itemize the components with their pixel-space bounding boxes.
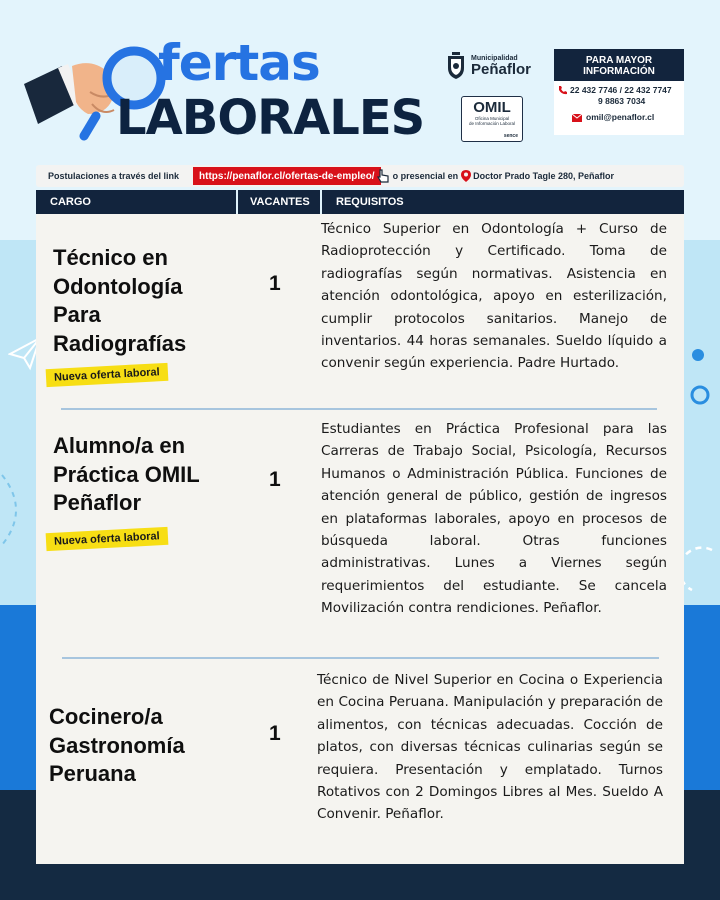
omil-subtitle-1: Oficina Municipal (474, 116, 510, 121)
column-divider (236, 190, 238, 214)
job-title-line: Alumno/a en (53, 433, 186, 458)
job-requirements: Técnico Superior en Odontología + Curso de Radioprotección y Certificado. Toma de radiografías según normativas. Asistencia en atención odontológica, apoyo en esterilización, cumplir protocolos sanitarios. Manejo de inventarios. 44 horas semanales. Sueldo líquido a convenir según experiencia. Padre Hurtado. (321, 221, 667, 372)
job-title-line: Radiografías (53, 330, 187, 356)
job-title-line: Odontología (53, 273, 183, 299)
contact-info-header (554, 49, 684, 81)
new-offer-badge: Nueva oferta laboral (46, 527, 169, 551)
cursor-hand-icon (375, 168, 391, 184)
omil-name: OMIL (473, 99, 511, 116)
municipality-label: Municipalidad (471, 55, 518, 62)
office-address: Doctor Prado Tagle 280, Peñaflor (473, 171, 614, 181)
row-separator (62, 657, 659, 659)
vacancies-count: 1 (269, 272, 281, 295)
job-requirements: Estudiantes en Práctica Profesional para las Carreras de Trabajo Social, Psicología, Recursos Humanos o Administración Pública. Funciones de atención general de público, gestión de ingresos en plataformas laborales, apoyo en procesos de búsqueda laboral. Otras funciones administrativas. Lunes a Viernes según requerimientos del estudiante. Se cancela Movilización contra rendiciones. Peñaflor. (321, 421, 667, 617)
table-row (36, 410, 684, 658)
application-link-bar (36, 165, 684, 187)
phone-icon (558, 85, 567, 95)
title-laborales: LABORALES (116, 90, 425, 146)
table-row (36, 214, 684, 410)
municipality-name: Peñaflor (471, 61, 532, 78)
job-table (36, 214, 684, 864)
contact-title-line2: INFORMACIÓN (583, 66, 655, 77)
phone-numbers-line2: 9 8863 7034 (598, 96, 646, 106)
municipality-logo (446, 52, 531, 80)
column-divider (320, 190, 322, 214)
omil-subtitle-2: de Información Laboral (468, 120, 516, 126)
job-title-line: Técnico en (53, 245, 168, 270)
omil-logo (461, 96, 523, 142)
column-requisitos: REQUISITOS (336, 196, 404, 208)
dashed-circle-icon (682, 540, 720, 600)
contact-info-box (554, 49, 684, 135)
contact-email[interactable]: omil@penaflor.cl (586, 112, 655, 122)
sence-logo: sence (503, 133, 518, 139)
table-row (36, 660, 684, 864)
application-label: Postulaciones a través del link (48, 171, 180, 181)
job-title-line: Peruana (49, 761, 136, 786)
dots-decoration-icon (684, 335, 718, 415)
title-ofertas: fertas (158, 34, 320, 92)
job-title-line: Gastronomía (49, 732, 185, 758)
job-title-line: Para (53, 302, 101, 327)
job-requirements: Técnico de Nivel Superior en Cocina o Experiencia en Cocina Peruana. Manipulación y preparación de alimentos, con técnicas adecuadas. Cocción de platos, con diversas técnicas culinarias según se requiera. Presentación y emplatado. Turnos Rotativos con 2 Domingos Libres al Mes. Sueldo A Convenir. Peñaflor. (317, 672, 663, 823)
vacancies-count: 1 (269, 468, 281, 491)
job-title-line: Peñaflor (53, 490, 142, 515)
municipality-shield-icon (446, 52, 466, 80)
location-pin-icon (461, 170, 471, 182)
job-title (49, 703, 185, 789)
application-url-link[interactable]: https://penaflor.cl/ofertas-de-empleo/ (193, 167, 381, 185)
column-vacantes: VACANTES (250, 196, 310, 208)
job-title-line: Práctica OMIL (53, 461, 200, 487)
job-title (53, 244, 186, 358)
vacancies-count: 1 (269, 722, 281, 745)
new-offer-badge: Nueva oferta laboral (46, 363, 169, 387)
contact-title-line1: PARA MAYOR (585, 55, 653, 66)
phone-numbers-line1: 22 432 7746 / 22 432 7747 (570, 85, 672, 95)
email-icon (572, 114, 582, 122)
column-cargo: CARGO (50, 196, 91, 208)
job-title (53, 432, 200, 518)
dashed-arc-icon (0, 470, 30, 550)
presencial-label: o presencial en (392, 171, 459, 181)
job-title-line: Cocinero/a (49, 704, 163, 729)
table-header (36, 190, 684, 214)
